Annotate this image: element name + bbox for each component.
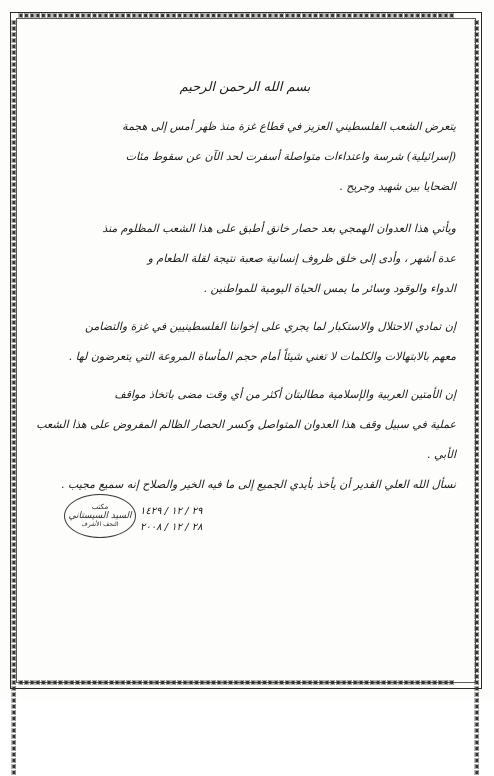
decorative-border-top: ▣▣▣▣▣▣▣▣▣▣▣▣▣▣▣▣▣▣▣▣▣▣▣▣▣▣▣▣▣▣▣▣▣▣▣▣▣▣▣▣▣▣▣▣▣▣▣▣▣▣▣▣▣▣▣▣▣▣▣▣▣▣▣▣▣▣▣▣▣▣▣▣▣▣▣▣▣ — [18, 12, 455, 19]
decorative-border-bottom: ▣▣▣▣▣▣▣▣▣▣▣▣▣▣▣▣▣▣▣▣▣▣▣▣▣▣▣▣▣▣▣▣▣▣▣▣▣▣▣▣▣▣▣▣▣▣▣▣▣▣▣▣▣▣▣▣▣▣▣▣▣▣▣▣▣▣▣▣▣▣▣▣▣▣▣▣▣ — [18, 679, 455, 686]
body-line: نسأل الله العلي القدير أن يأخذ بأيدي الجميع إلى ما فيه الخير والصلاح إنه سميع مجيب . — [60, 478, 456, 491]
body-line: الأبي . — [427, 448, 456, 461]
office-seal-stamp — [64, 494, 136, 538]
body-line: الدواء والوقود وسائر ما يمس الحياة اليومية للمواطنين . — [203, 282, 456, 295]
body-line: إن تمادي الاحتلال والاستكبار لما يجري على إخواننا الفلسطينيين في غزة والتضامن — [84, 320, 456, 333]
body-line: ويأتي هذا العدوان الهمجي بعد حصار خانق أطبق على هذا الشعب المظلوم منذ — [102, 222, 456, 235]
body-line: (إسرائيلية) شرسة واعتداءات متواصلة أسفرت لحد الآن عن سقوط مئات — [125, 150, 456, 163]
body-line: إن الأمتين العربية والإسلامية مطالبتان أكثر من أي وقت مضى باتخاذ مواقف — [114, 388, 456, 401]
stamp-name-text: السيد السيستاني — [68, 511, 132, 522]
decorative-border-right: ▣▣▣▣▣▣▣▣▣▣▣▣▣▣▣▣▣▣▣▣▣▣▣▣▣▣▣▣▣▣▣▣▣▣▣▣▣▣▣▣▣▣▣▣▣▣▣▣▣▣▣▣▣▣▣▣▣▣▣▣▣▣▣▣▣▣▣▣▣▣▣▣▣▣▣▣▣▣▣▣▣▣▣▣▣▣▣▣▣▣▣▣▣▣▣▣▣▣▣▣▣▣▣▣▣▣▣▣▣▣▣▣▣▣▣▣▣▣▣▣▣▣▣▣▣▣ — [474, 19, 480, 776]
decorative-border-left: ▣▣▣▣▣▣▣▣▣▣▣▣▣▣▣▣▣▣▣▣▣▣▣▣▣▣▣▣▣▣▣▣▣▣▣▣▣▣▣▣▣▣▣▣▣▣▣▣▣▣▣▣▣▣▣▣▣▣▣▣▣▣▣▣▣▣▣▣▣▣▣▣▣▣▣▣▣▣▣▣▣▣▣▣▣▣▣▣▣▣▣▣▣▣▣▣▣▣▣▣▣▣▣▣▣▣▣▣▣▣▣▣▣▣▣▣▣▣▣▣▣▣▣▣▣▣ — [11, 19, 17, 776]
body-line: يتعرض الشعب الفلسطيني العزيز في قطاع غزة منذ ظهر أمس إلى هجمة — [122, 120, 456, 133]
body-line: عملية في سبيل وقف هذا العدوان المتواصل وكسر الحصار الظالم المفروض على هذا الشعب — [36, 418, 456, 431]
body-line: الضحايا بين شهيد وجريح . — [339, 180, 456, 193]
stamp-bottom-text: النجف الأشرف — [81, 520, 119, 528]
gregorian-date: ٢٨ / ١٢ / ٢٠٠٨ — [140, 522, 203, 533]
hijri-date: ٢٩ / ١٢ / ١٤٢٩ — [140, 506, 203, 517]
body-line: معهم بالابتهالات والكلمات لا تغني شيئاً أمام حجم المأساة المروعة التي يتعرضون لها . — [68, 350, 456, 363]
stamp-top-text: مكتب — [91, 503, 109, 512]
basmala-heading: بسم الله الرحمن الرحيم — [179, 80, 311, 95]
body-line: عدة أشهر ، وأدى إلى خلق ظروف إنسانية صعبة نتيجة لقلة الطعام و — [147, 252, 456, 265]
